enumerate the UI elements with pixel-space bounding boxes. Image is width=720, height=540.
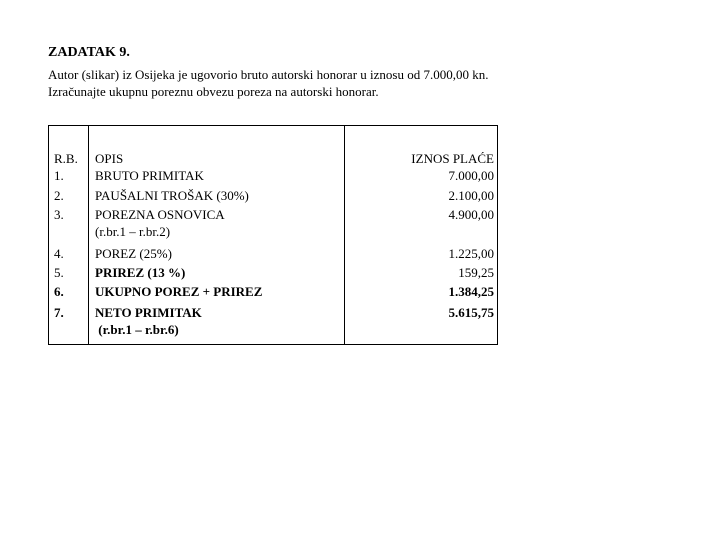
- row-3-opis: POREZNA OSNOVICA: [95, 207, 225, 222]
- column-divider-opis: [344, 126, 345, 344]
- row-2-rb: 2.: [54, 188, 64, 203]
- task-title: ZADATAK 9.: [48, 45, 130, 60]
- intro-line-1: Autor (slikar) iz Osijeka je ugovorio bruto autorski honorar u iznosu od 7.000,00 kn.: [48, 67, 489, 82]
- tax-table: [48, 125, 498, 345]
- header-iznos: IZNOS PLAĆE: [411, 151, 494, 166]
- row-4-rb: 4.: [54, 246, 64, 261]
- header-rb: R.B.: [54, 151, 78, 166]
- row-4-iznos: 1.225,00: [448, 246, 494, 261]
- row-7-rb: 7.: [54, 305, 64, 320]
- row-6-opis: UKUPNO POREZ + PRIREZ: [95, 284, 263, 299]
- row-6-iznos: 1.384,25: [448, 284, 494, 299]
- row-7-opis: NETO PRIMITAK: [95, 305, 202, 320]
- row-3-iznos: 4.900,00: [448, 207, 494, 222]
- row-1-rb: 1.: [54, 168, 64, 183]
- row-3-opis-formula: (r.br.1 – r.br.2): [95, 224, 171, 239]
- intro-line-2: Izračunajte ukupnu poreznu obvezu poreza na autorski honorar.: [48, 84, 379, 99]
- row-5-rb: 5.: [54, 265, 64, 280]
- column-divider-rb: [88, 126, 89, 344]
- row-2-iznos: 2.100,00: [448, 188, 494, 203]
- row-6-rb: 6.: [54, 284, 64, 299]
- task-description: [48, 66, 688, 100]
- row-5-iznos: 159,25: [458, 265, 494, 280]
- row-7-opis-formula: (r.br.1 – r.br.6): [95, 322, 179, 337]
- row-3-rb: 3.: [54, 207, 64, 222]
- row-4-opis: POREZ (25%): [95, 246, 172, 261]
- row-5-opis: PRIREZ (13 %): [95, 265, 186, 280]
- row-1-opis: BRUTO PRIMITAK: [95, 168, 204, 183]
- row-1-iznos: 7.000,00: [448, 168, 494, 183]
- header-opis: OPIS: [95, 151, 124, 166]
- row-7-iznos: 5.615,75: [448, 305, 494, 320]
- row-2-opis: PAUŠALNI TROŠAK (30%): [95, 188, 249, 203]
